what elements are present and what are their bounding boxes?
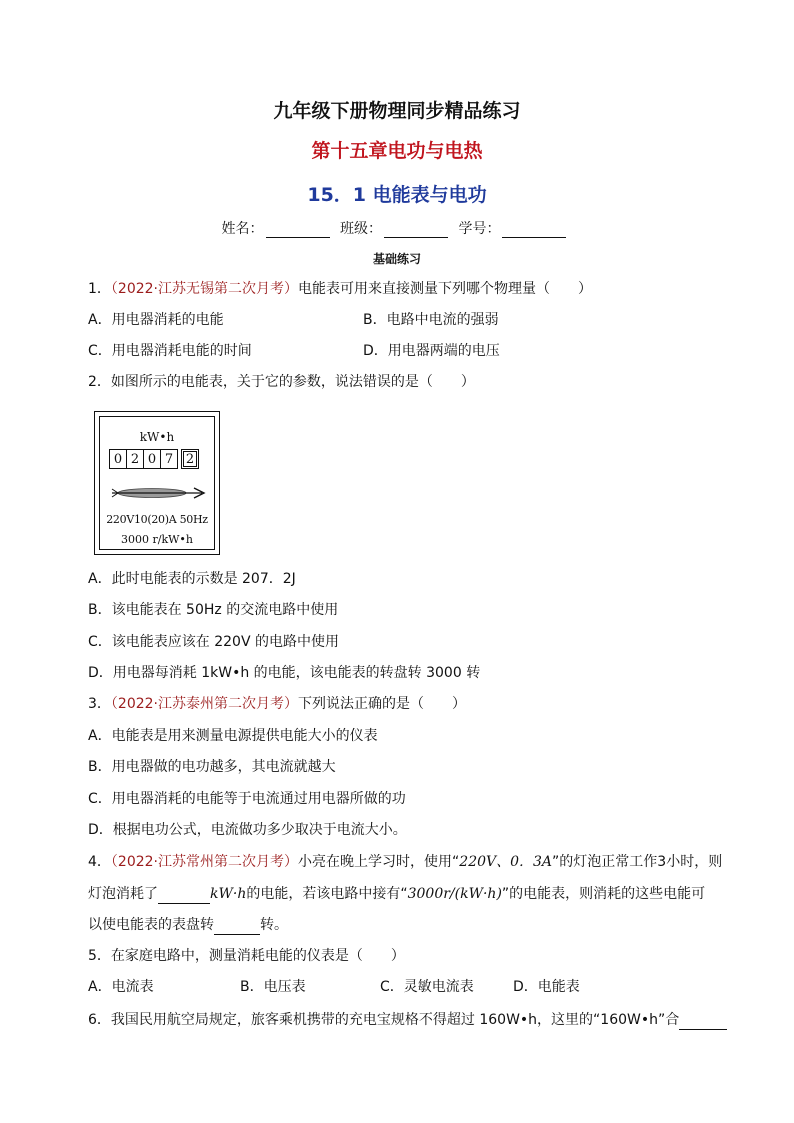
meter-face (99, 416, 215, 550)
q3-source: （2022·江苏泰州第二次月考） (110, 696, 299, 712)
q4-unit: kW·h (210, 886, 247, 902)
q6-text: 6．我国民用航空局规定，旅客乘机携带的充电宝规格不得超过 160W•h，这里的“160W•h”合 (88, 1012, 680, 1028)
q4-num: 4． (88, 854, 111, 870)
q1-option-d[interactable]: D．用电器两端的电压 (363, 343, 500, 359)
q4-text1: 小亮在晚上学习时，使用“ (298, 854, 460, 870)
q3-option-c[interactable]: C．用电器消耗的电能等于电流通过用电器所做的功 (88, 791, 406, 807)
q1-num: 1． (88, 281, 111, 297)
meter-spec-voltage: 220V10(20)A 50Hz (106, 513, 208, 526)
id-field[interactable] (502, 223, 566, 238)
q2-option-d[interactable]: D．用电器每消耗 1kW•h 的电能，该电能表的转盘转 3000 转 (88, 665, 481, 681)
q4-blank-energy[interactable] (158, 887, 210, 904)
meter-disc-arrow-icon (110, 485, 208, 501)
q6-stem (88, 1010, 727, 1030)
q3-option-d[interactable]: D．根据电功公式，电流做功多少取决于电流大小。 (88, 822, 407, 838)
q3-option-a[interactable]: A．电能表是用来测量电源提供电能大小的仪表 (88, 728, 378, 744)
meter-digit: 0 (109, 449, 127, 469)
electric-meter-figure (94, 411, 220, 555)
q2-stem: 2．如图所示的电能表，关于它的参数，说法错误的是（ ） (88, 374, 475, 390)
category-heading: 基础练习 (372, 252, 421, 266)
q4-rate: 3000r/(kW·h) (407, 886, 502, 902)
q4-source: （2022·江苏常州第二次月考） (110, 854, 299, 870)
chapter-title: 第十五章电功与电热 (311, 140, 483, 162)
q4-line2 (88, 884, 705, 904)
name-field[interactable] (266, 223, 330, 238)
meter-unit: kW•h (139, 430, 175, 444)
q6-blank[interactable] (679, 1013, 727, 1030)
q1-option-a[interactable]: A．用电器消耗的电能 (88, 312, 224, 328)
q2-option-b[interactable]: B．该电能表在 50Hz 的交流电路中使用 (88, 602, 339, 618)
meter-spec-rate: 3000 r/kW•h (121, 533, 193, 546)
q3-option-b[interactable]: B．用电器做的电功越多，其电流就越大 (88, 759, 336, 775)
q5-option-d[interactable]: D．电能表 (513, 979, 580, 995)
q4-stem (88, 852, 722, 872)
q2-option-c[interactable]: C．该电能表应该在 220V 的电路中使用 (88, 634, 339, 650)
q3-num: 3． (88, 696, 111, 712)
q4-lamp-spec: 220V、0．3A (459, 854, 553, 870)
class-label: 班级： (340, 221, 382, 237)
q5-option-a[interactable]: A．电流表 (88, 979, 154, 995)
q4-line2c: ”的电能表，则消耗的这些电能可 (501, 886, 706, 902)
class-field[interactable] (384, 223, 448, 238)
q4-line3 (88, 915, 288, 935)
id-label: 学号： (458, 221, 501, 237)
meter-digit: 0 (143, 449, 161, 469)
q4-blank-turns[interactable] (214, 918, 260, 935)
q1-option-c[interactable]: C．用电器消耗电能的时间 (88, 343, 252, 359)
q4-line3a: 以使电能表的表盘转 (88, 917, 214, 933)
section-title: 15．1 电能表与电功 (307, 184, 487, 206)
student-info (0, 218, 794, 238)
q2-option-a[interactable]: A．此时电能表的示数是 207．2J (88, 571, 296, 587)
q1-text: 电能表可用来直接测量下列哪个物理量（ ） (298, 281, 593, 297)
q5-stem: 5．在家庭电路中，测量消耗电能的仪表是（ ） (88, 948, 405, 964)
q1-option-b[interactable]: B．电路中电流的强弱 (363, 312, 499, 328)
q4-line2b: 的电能，若该电路中接有“ (246, 886, 408, 902)
q1-source: （2022·江苏无锡第二次月考） (110, 281, 299, 297)
meter-digit: 2 (126, 449, 144, 469)
meter-digit-decimal: 2 (181, 449, 199, 469)
meter-digits (109, 449, 198, 469)
meter-digit: 7 (160, 449, 178, 469)
q3-stem (88, 694, 466, 714)
q4-line2a: 灯泡消耗了 (88, 886, 158, 902)
q5-option-b[interactable]: B．电压表 (240, 979, 306, 995)
page-title: 九年级下册物理同步精品练习 (273, 100, 521, 122)
q1-stem (88, 279, 592, 299)
q4-line3b: 转。 (260, 917, 288, 933)
name-label: 姓名： (221, 221, 264, 237)
q4-text2: ”的灯泡正常工作3小时，则 (552, 854, 723, 870)
q3-text: 下列说法正确的是（ ） (298, 696, 467, 712)
q5-option-c[interactable]: C．灵敏电流表 (380, 979, 474, 995)
